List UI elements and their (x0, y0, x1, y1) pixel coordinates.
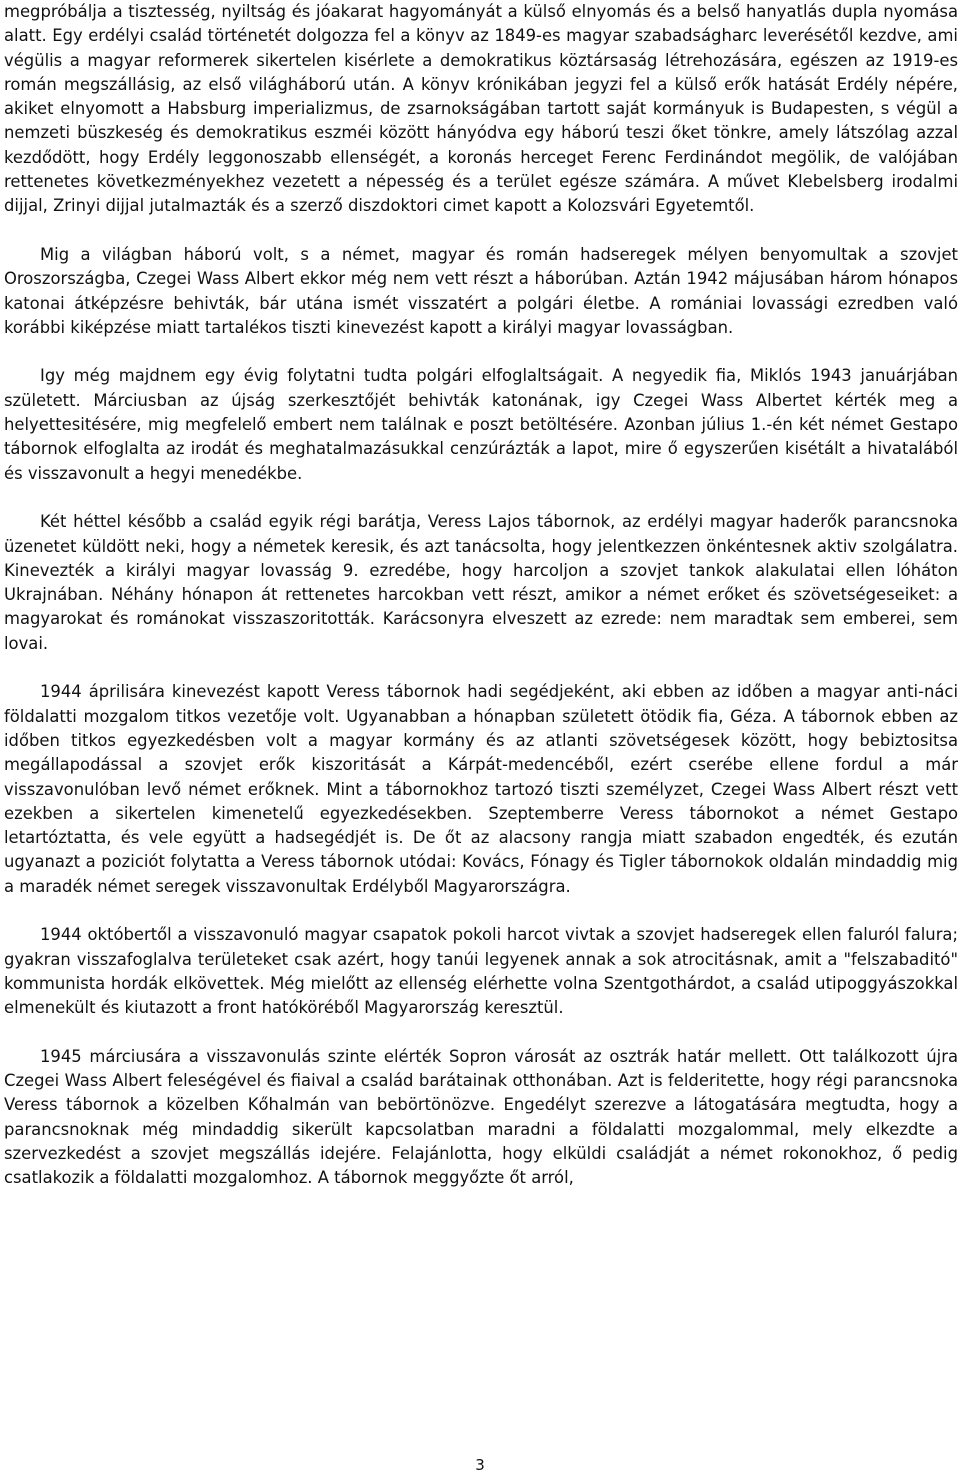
paragraph-4: Két héttel később a család egyik régi barátja, Veress Lajos tábornok, az erdélyi magyar haderők parancsnoka üzenetet küldött neki, hogy a németek keresik, és azt tanácsolta, hogy jelentkezzen önkéntesnek aktiv szolgálatra. Kinevezték a királyi magyar lovasság 9. ezredébe, hogy harcoljon a szovjet tankok alakulatai ellen lóháton Ukrajnában. Néhány hónapon át rettenetes harcokban vett részt, amikor a német erőket és szövetségeseiket: a magyarokat és románokat visszaszoritották. Karácsonyra elveszett az ezrede: nem maradtak sem emberei, sem lovai. (4, 512, 958, 653)
document-page (4, 0, 958, 1215)
paragraph-5: 1944 áprilisára kinevezést kapott Veress tábornok hadi segédjeként, aki ebben az időben a magyar anti-náci földalatti mozgalom titkos vezetője volt. Ugyanabban a hónapban született ötödik fia, Géza. A tábornok ebben az időben titkos egyezkedésben volt a magyar kormány és az atlanti szövetségesek között, hogy bebiztositsa megállapodással a szovjet erők kiszoritását a Kárpát-medencéből, ezért cserébe ellene fordul a már visszavonulóban levő német erőknek. Mint a tábornokhoz tartozó tiszti személyzet, Czegei Wass Albert részt vett ezekben a sikertelen kimenetelű egyezkedésekben. Szeptemberre Veress tábornokot a német Gestapo letartóztatta, és vele együtt a hadsegédjét is. De őt az alacsony rangja miatt szabadon engedték, és ezután ugyanazt a poziciót folytatta a Veress tábornok utódai: Kovács, Fónagy és Tigler tábornokok oldalán mindaddig mig a maradék német seregek visszavonultak Erdélyből Magyarországra. (4, 682, 958, 896)
paragraph-6: 1944 októbertől a visszavonuló magyar csapatok pokoli harcot vivtak a szovjet hadseregek ellen faluról falura; gyakran visszafoglalva területeket csak azért, hogy tanúi legyenek annak a sok atrocitásnak, amit a "felszabaditó" kommunista hordák elkövettek. Még mielőtt az ellenség elérhette volna Szentgothárdot, a család utipoggyászokkal elmenekült és kiutazott a front hatóköréből Magyarország keresztül. (4, 925, 958, 1018)
page-number: 3 (475, 1456, 485, 1474)
paragraph-3: Igy még majdnem egy évig folytatni tudta polgári elfoglaltságait. A negyedik fia, Miklós 1943 januárjában született. Márciusban az újság szerkesztőjét behivták katonának, igy Czegei Wass Albertet kérték meg a helyettesitésére, mig megfelelő embert nem találnak e poszt betöltésére. Azonban július 1.-én két német Gestapo tábornok elfoglalta az irodát és meghatalmazásukkal cenzúrázták a lapot, mire ő egyszerűen kisétált a hivatalából és visszavonult a hegyi menedékbe. (4, 366, 958, 483)
paragraph-7: 1945 márciusára a visszavonulás szinte elérték Sopron városát az osztrák határ mellett. Ott találkozott újra Czegei Wass Albert feleségével és fiaival a család barátainak otthonában. Azt is felderitette, hogy régi parancsnoka Veress tábornok a közelben Kőhalmán van bebörtönözve. Engedélyt szerezve a látogatására megtudta, hogy a parancsnoknak még mindaddig sikerült kapcsolatban maradni a földalatti mozgalommal, mely elkezdte a szervezkedést a szovjet megszállás idejére. Felajánlotta, hogy elküldi családját a német rokonokhoz, ő pedig csatlakozik a földalatti mozgalomhoz. A tábornok meggyőzte őt arról, (4, 1046, 958, 1188)
paragraph-1: megpróbálja a tisztesség, nyiltság és jóakarat hagyományát a külső elnyomás és a belső hanyatlás dupla nyomása alatt. Egy erdélyi család történetét dolgozza fel a könyv az 1849-es magyar szabadságharc leverésétől kezdve, ami végülis a magyar reformerek sikertelen kisérlete a demokratikus köztársaság létrehozására, egészen az 1919-es román megszállásig, az első világháború után. A könyv krónikában jegyzi fel a külső erők hatását Erdély népére, akiket elnyomott a Habsburg imperializmus, de zsarnokságában tartott saját kormányuk is Budapesten, s végül a nemzeti büszkeség és demokratikus eszméi között hányódva egy háború teszi őket tönkre, amely látszólag azzal kezdődött, hogy Erdély leggonoszabb ellenségét, a koronás herceget Ferenc Ferdinándot megölik, de valójában rettenetes következményekhez vezetett a népesség és a terület egésze számára. A művet Klebelsberg irodalmi dijjal, Zrinyi dijjal jutalmazták és a szerző diszdoktori cimet kapott a Kolozsvári Egyetemtől. (4, 2, 958, 216)
paragraph-2: Mig a világban háború volt, s a német, magyar és román hadseregek mélyen benyomultak a szovjet Oroszországba, Czegei Wass Albert ekkor még nem vett részt a háborúban. Aztán 1942 májusában három hónapos katonai átképzésre behivták, bár utána ismét visszatért a polgári életbe. A romániai lovassági ezredben való korábbi kiképzése miatt tartalékos tiszti kinevezést kapott a királyi magyar lovasságban. (4, 244, 958, 337)
